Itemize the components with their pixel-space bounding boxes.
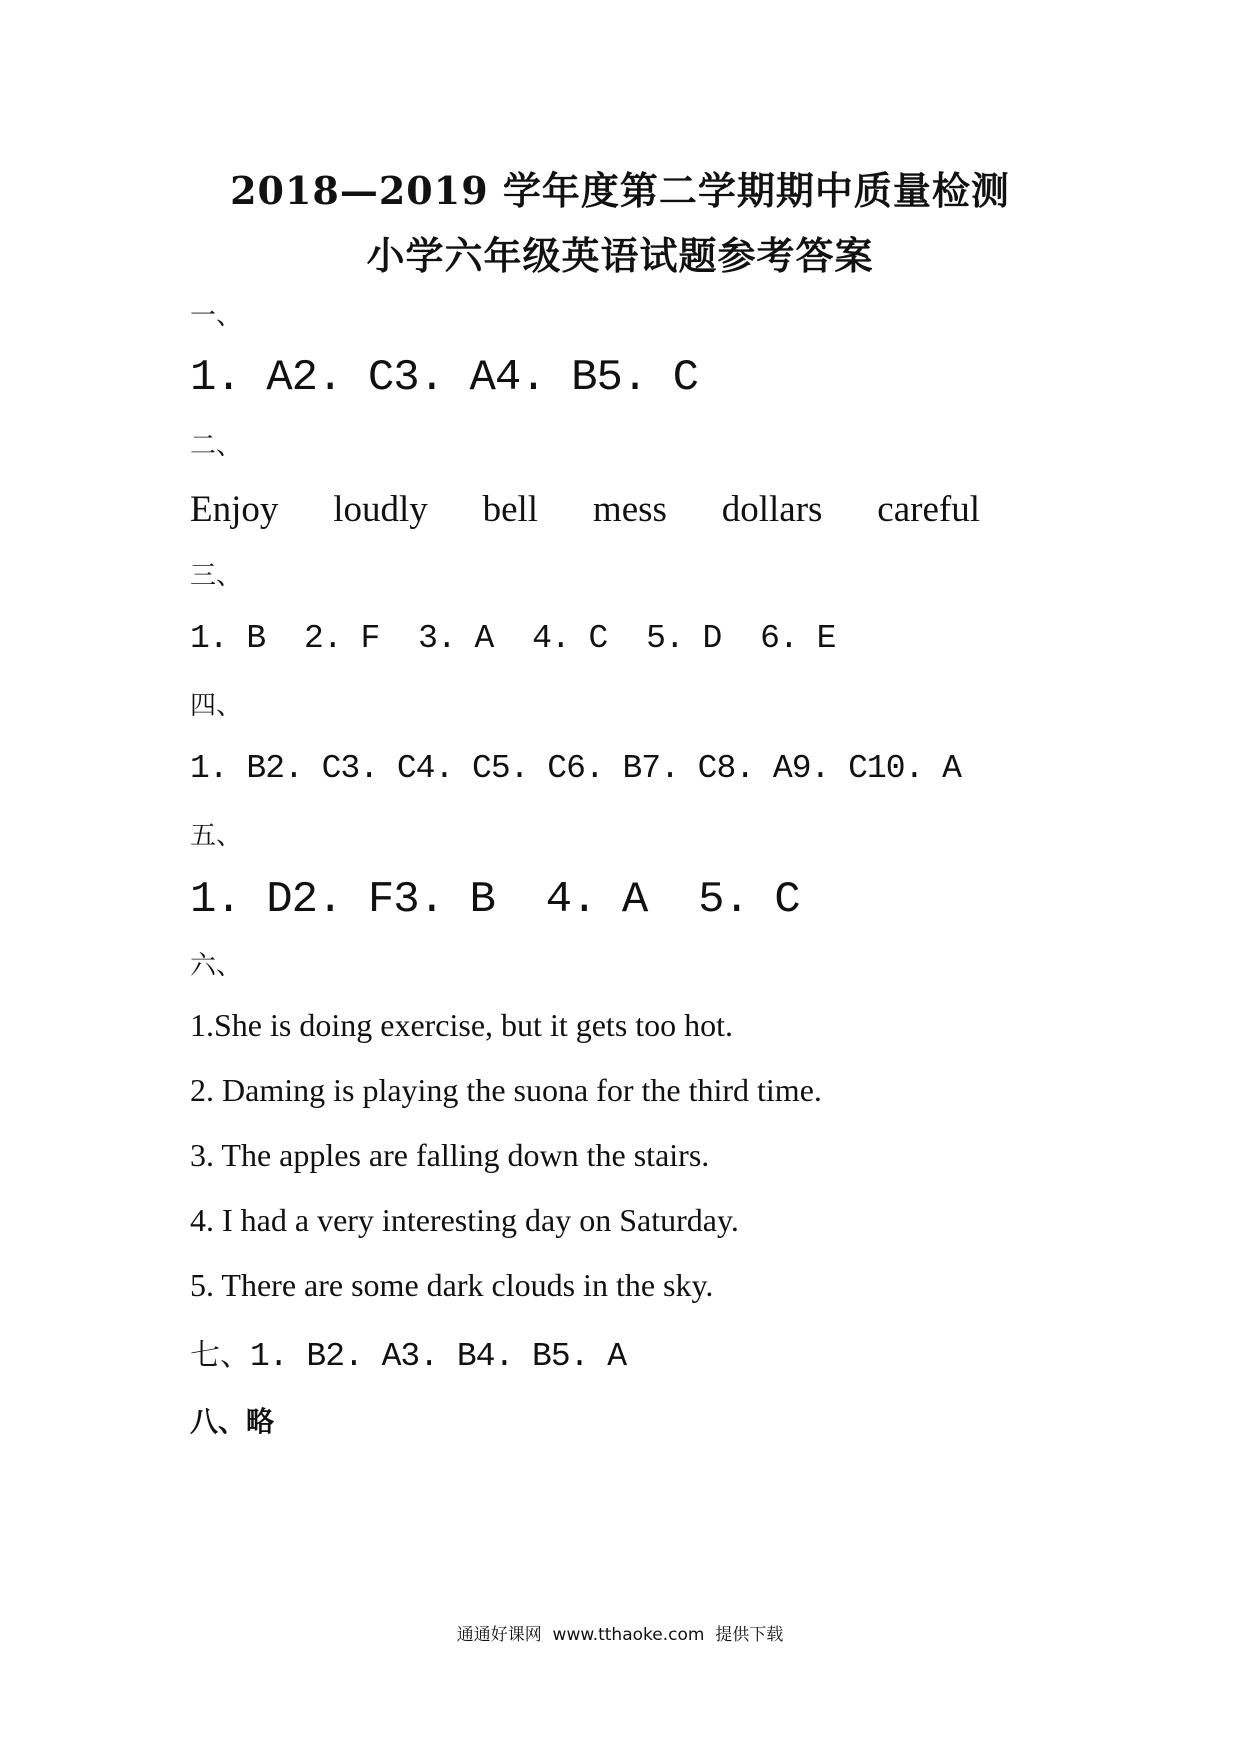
section-3-answers bbox=[190, 620, 835, 657]
word-item: mess bbox=[592, 489, 667, 530]
section-1-answers: 1. A2. C3. A4. B5. C bbox=[190, 353, 699, 403]
answer-item: 4. C bbox=[532, 620, 608, 657]
section-6-sentence: 2. Daming is playing the suona for the third time. bbox=[190, 1072, 822, 1108]
section-6-sentence: 4. I had a very interesting day on Saturday. bbox=[190, 1202, 739, 1238]
word-item: Enjoy bbox=[190, 489, 279, 530]
answer-item: 3. A bbox=[418, 620, 494, 657]
document-title: 2018—2019 学年度第二学期期中质量检测 bbox=[230, 168, 1010, 213]
answer-item: 6. E bbox=[760, 620, 836, 657]
word-item: bell bbox=[482, 489, 539, 530]
section-2-word-list bbox=[190, 488, 980, 531]
word-item: loudly bbox=[333, 489, 428, 530]
section-6-sentence: 3. The apples are falling down the stairs. bbox=[190, 1137, 710, 1173]
section-3-label: 三、 bbox=[190, 561, 243, 591]
section-4-answers: 1. B2. C3. C4. C5. C6. B7. C8. A9. C10. A bbox=[190, 750, 961, 787]
answer-item: 1. B bbox=[190, 620, 266, 657]
section-4-label: 四、 bbox=[190, 691, 243, 721]
section-1-label: 一、 bbox=[190, 301, 243, 331]
word-item: careful bbox=[877, 489, 980, 530]
section-7-label: 七、 bbox=[190, 1338, 250, 1373]
answer-item: 5. D bbox=[646, 620, 722, 657]
page-footer: 通通好课网 www.tthaoke.com 提供下载 bbox=[456, 1625, 784, 1645]
section-7-answers: 1. B2. A3. B4. B5. A bbox=[250, 1338, 627, 1375]
section-6-sentence: 1.She is doing exercise, but it gets too hot. bbox=[190, 1007, 734, 1043]
answer-item: 2. F bbox=[304, 620, 380, 657]
section-6-sentence: 5. There are some dark clouds in the sky. bbox=[190, 1267, 714, 1303]
document-subtitle: 小学六年级英语试题参考答案 bbox=[366, 233, 874, 278]
section-6-label: 六、 bbox=[190, 951, 243, 981]
word-item: dollars bbox=[721, 489, 823, 530]
section-5-label: 五、 bbox=[190, 821, 243, 851]
section-2-label: 二、 bbox=[190, 431, 243, 461]
section-7-line bbox=[190, 1330, 626, 1375]
section-8-line: 八、略 bbox=[190, 1405, 275, 1438]
section-5-answers: 1. D2. F3. B 4. A 5. C bbox=[190, 875, 800, 925]
